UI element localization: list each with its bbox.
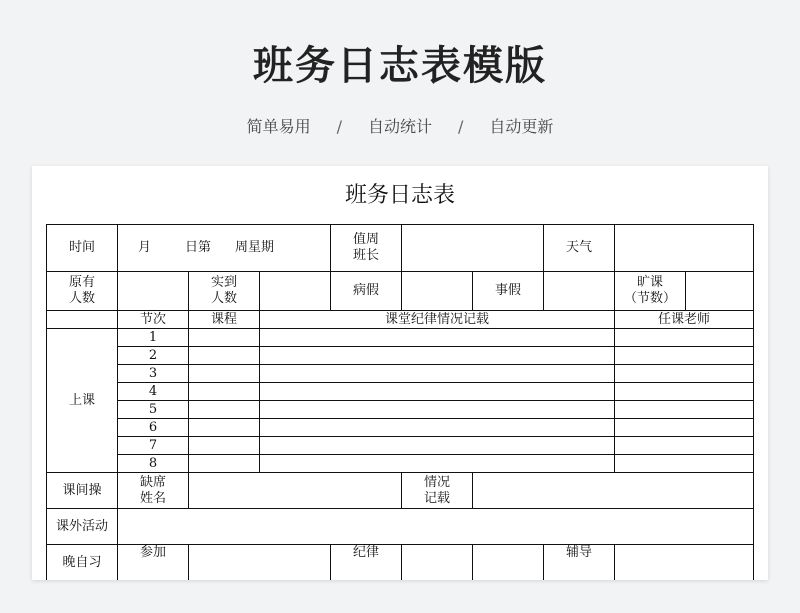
table-row: [47, 455, 754, 473]
period-number: 8: [118, 455, 189, 473]
table-row: [47, 225, 754, 272]
teacher-field[interactable]: [615, 455, 754, 473]
table-row: [47, 437, 754, 455]
teacher-field[interactable]: [615, 365, 754, 383]
log-sheet[interactable]: [32, 166, 768, 580]
sheet-title: 班务日志表: [344, 183, 455, 208]
date-week: 周星期: [235, 240, 275, 255]
present-count-label: 实到 人数: [189, 272, 260, 311]
record-field[interactable]: [260, 419, 615, 437]
absent-field[interactable]: [686, 272, 754, 311]
table-row: [47, 419, 754, 437]
time-label: 时间: [47, 225, 118, 272]
period-header: 节次: [118, 311, 189, 329]
duty-monitor-label: 值周 班长: [331, 225, 402, 272]
record-field[interactable]: [260, 401, 615, 419]
course-field[interactable]: [189, 419, 260, 437]
table-row: [47, 329, 754, 347]
evening-study-label: 晚自习: [47, 545, 118, 581]
course-field[interactable]: [189, 401, 260, 419]
period-number: 1: [118, 329, 189, 347]
tag-auto-update: 自动更新: [489, 117, 554, 136]
log-table[interactable]: [46, 224, 754, 580]
course-field[interactable]: [189, 347, 260, 365]
record-field[interactable]: [260, 365, 615, 383]
tutor-field[interactable]: [615, 545, 754, 581]
course-field[interactable]: [189, 329, 260, 347]
teacher-header: 任课老师: [615, 311, 754, 329]
table-row: [47, 383, 754, 401]
table-row: [47, 311, 754, 329]
record-field[interactable]: [260, 437, 615, 455]
record-field[interactable]: [260, 347, 615, 365]
tag-separator: /: [458, 117, 464, 136]
personal-leave-label: 事假: [473, 272, 544, 311]
course-field[interactable]: [189, 383, 260, 401]
table-row: [47, 401, 754, 419]
sick-leave-label: 病假: [331, 272, 402, 311]
date-field[interactable]: [118, 225, 331, 272]
blank-cell: [47, 311, 118, 329]
table-row: [47, 365, 754, 383]
record-field[interactable]: [260, 455, 615, 473]
period-number: 6: [118, 419, 189, 437]
absent-names-field[interactable]: [189, 473, 402, 509]
attend-label: 参加: [118, 545, 189, 581]
table-row: [47, 473, 754, 509]
absent-label: 旷课 （节数）: [615, 272, 686, 311]
teacher-field[interactable]: [615, 437, 754, 455]
situation-field[interactable]: [473, 473, 754, 509]
period-number: 7: [118, 437, 189, 455]
period-number: 3: [118, 365, 189, 383]
teacher-field[interactable]: [615, 329, 754, 347]
course-header: 课程: [189, 311, 260, 329]
weather-label: 天气: [544, 225, 615, 272]
situation-label: 情况 记载: [402, 473, 473, 509]
teacher-field[interactable]: [615, 401, 754, 419]
tag-auto-stat: 自动统计: [367, 117, 432, 136]
personal-leave-field[interactable]: [544, 272, 615, 311]
class-section-label: 上课: [47, 329, 118, 473]
tutor-label: 辅导: [544, 545, 615, 581]
weather-field[interactable]: [615, 225, 754, 272]
discipline-field[interactable]: [402, 545, 473, 581]
table-row: [47, 545, 754, 581]
period-number: 2: [118, 347, 189, 365]
table-row: [47, 347, 754, 365]
extracurricular-label: 课外活动: [47, 509, 118, 545]
course-field[interactable]: [189, 455, 260, 473]
teacher-field[interactable]: [615, 383, 754, 401]
present-count-field[interactable]: [260, 272, 331, 311]
date-day: 日第: [185, 240, 212, 255]
period-number: 4: [118, 383, 189, 401]
course-field[interactable]: [189, 437, 260, 455]
discipline-label: 纪律: [331, 545, 402, 581]
table-row: [47, 509, 754, 545]
extracurricular-field[interactable]: [118, 509, 754, 545]
period-number: 5: [118, 401, 189, 419]
date-month: 月: [138, 240, 152, 255]
teacher-field[interactable]: [615, 347, 754, 365]
record-header: 课堂纪律情况记载: [260, 311, 615, 329]
teacher-field[interactable]: [615, 419, 754, 437]
record-field[interactable]: [260, 383, 615, 401]
original-count-field[interactable]: [118, 272, 189, 311]
discipline-field-2[interactable]: [473, 545, 544, 581]
exercise-label: 课间操: [47, 473, 118, 509]
feature-tags: [0, 114, 800, 137]
absent-names-label: 缺席 姓名: [118, 473, 189, 509]
sick-leave-field[interactable]: [402, 272, 473, 311]
duty-monitor-field[interactable]: [402, 225, 544, 272]
attend-field[interactable]: [189, 545, 331, 581]
page-title: 班务日志表模版: [253, 43, 547, 89]
table-row: [47, 272, 754, 311]
original-count-label: 原有 人数: [47, 272, 118, 311]
tag-separator: /: [336, 117, 342, 136]
course-field[interactable]: [189, 365, 260, 383]
tag-easy: 简单易用: [246, 117, 311, 136]
record-field[interactable]: [260, 329, 615, 347]
